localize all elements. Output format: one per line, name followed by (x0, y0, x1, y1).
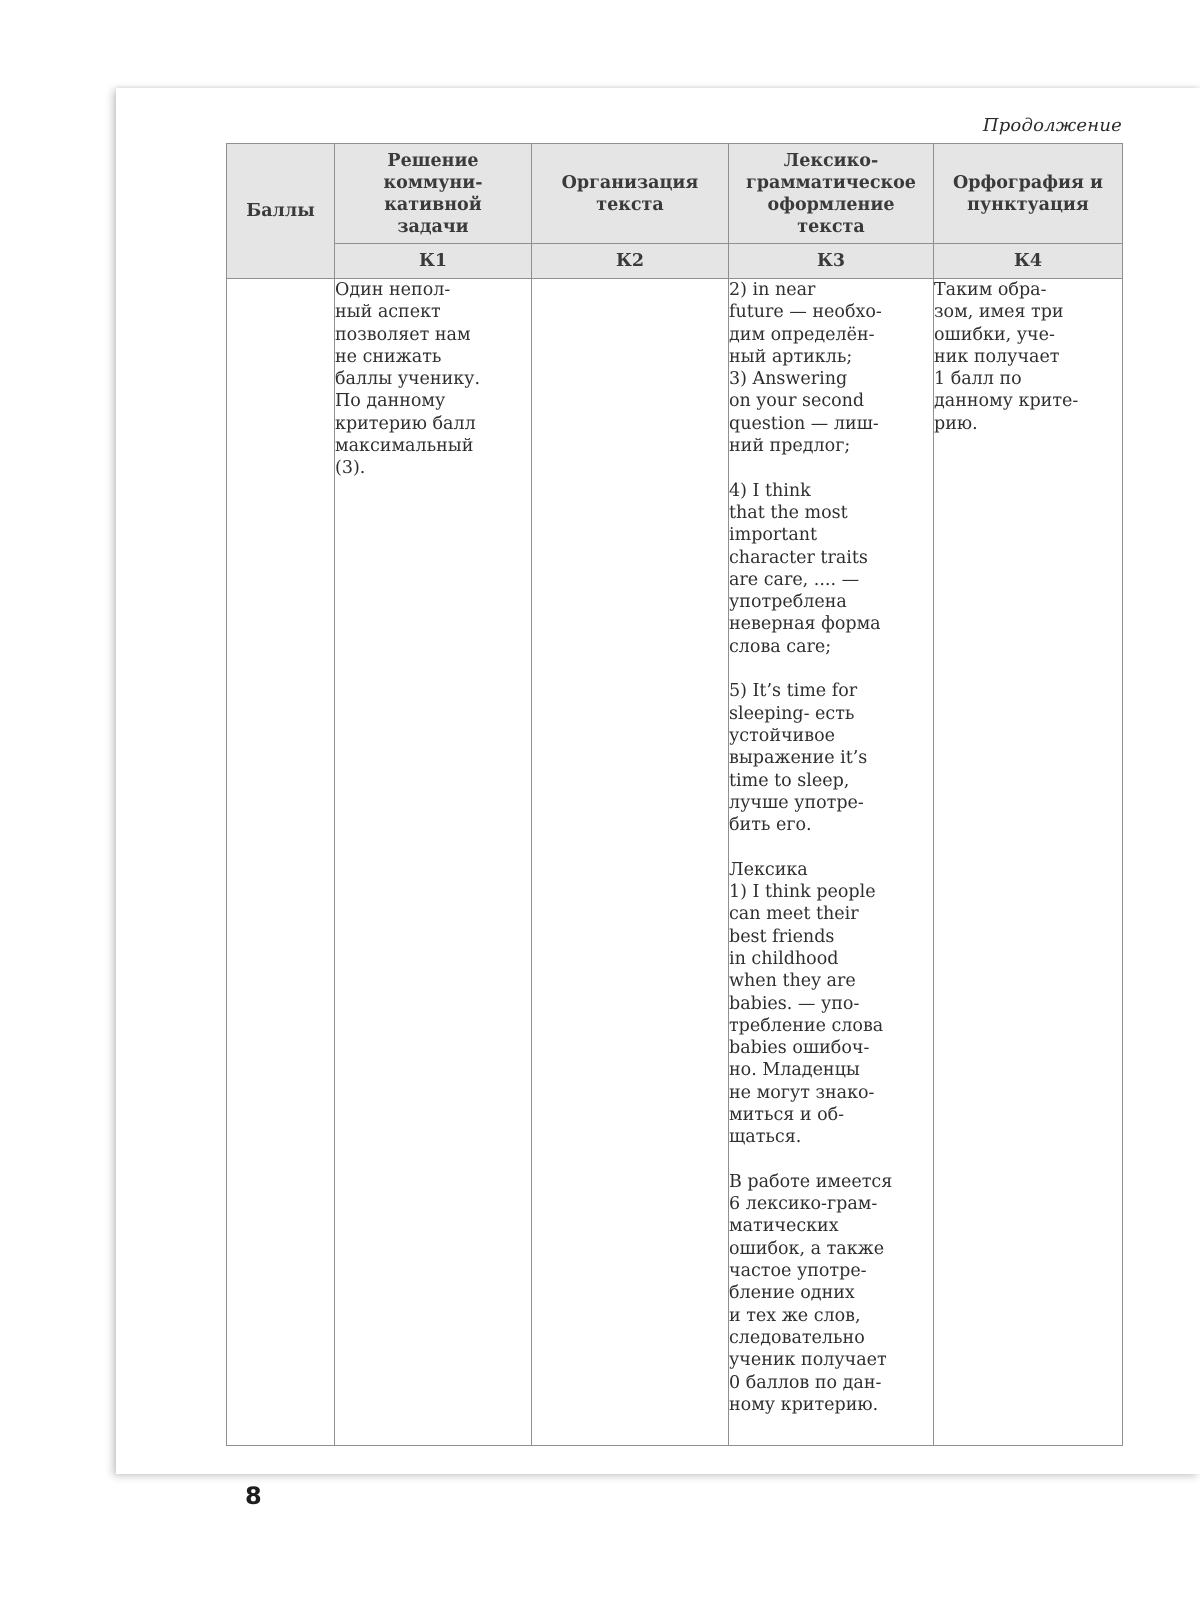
code-k4: К4 (934, 244, 1123, 279)
criteria-table (226, 143, 1123, 1446)
page-number: 8 (245, 1482, 262, 1510)
table-row (227, 279, 1123, 1446)
code-k3: К3 (729, 244, 934, 279)
header-row (227, 144, 1123, 244)
cell-k2 (532, 279, 729, 1446)
header-k3-label: Лексико- грамматическое оформление текста (746, 150, 916, 237)
continuation-label: Продолжение (982, 115, 1122, 136)
header-points (227, 144, 335, 279)
code-row (227, 244, 1123, 279)
header-k2 (532, 144, 729, 244)
cell-k3: 2) in near future — необхо- дим определён- ный артикль; 3) Answering on your second question — лиш- ний предлог; 4) I think that the most important character traits are care, .... — употреблена неверная форма слова care; 5) It’s time for sleeping- есть устойчивое выражение it’s time to sleep, лучше употре- бить его. Лексика 1) I think people can meet their best friends in childhood when they are babies. — упо- требление слова babies ошибоч- но. Младенцы не могут знако- миться и об- щаться. В работе имеется 6 лексико-грам- матических ошибок, а также частое употре- бление одних и тех же слов, следовательно ученик получает 0 баллов по дан- ному критерию. (729, 279, 934, 1446)
header-k2-label: Организация текста (561, 172, 699, 215)
cell-k1: Один непол- ный аспект позволяет нам не снижать баллы ученику. По данному критерию балл максимальный (3). (335, 279, 532, 1446)
header-k1-label: Решение коммуни- кативной задачи (383, 150, 483, 237)
header-k1 (335, 144, 532, 244)
header-k3 (729, 144, 934, 244)
cell-k4: Таким обра- зом, имея три ошибки, уче- ник получает 1 балл по данному крите- рию. (934, 279, 1123, 1446)
header-k4 (934, 144, 1123, 244)
cell-points (227, 279, 335, 1446)
header-points-label: Баллы (246, 201, 315, 221)
header-k4-label: Орфография и пунктуация (953, 172, 1103, 215)
code-k2: К2 (532, 244, 729, 279)
code-k1: К1 (335, 244, 532, 279)
